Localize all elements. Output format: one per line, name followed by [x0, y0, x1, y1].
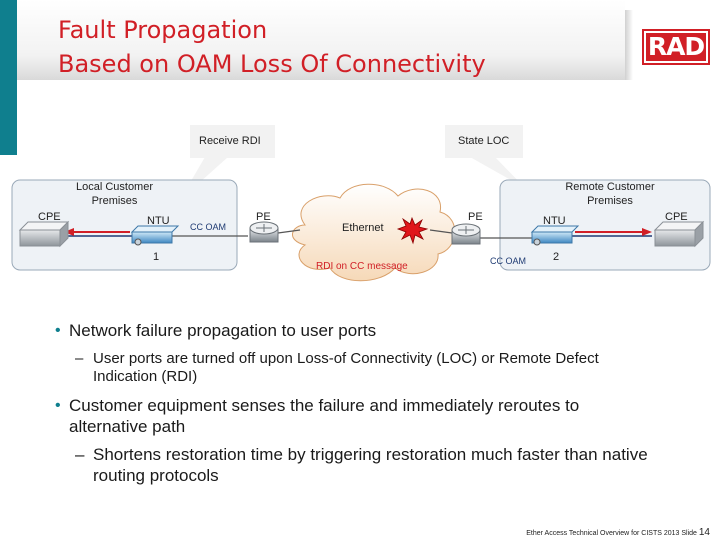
cpe-right-device	[655, 222, 703, 246]
ntu-left-device	[132, 226, 178, 245]
slide-footer	[526, 527, 710, 538]
cc-oam-left-label: CC OAM	[190, 222, 226, 232]
ntu-right-device	[532, 226, 578, 245]
bullet-1	[55, 320, 655, 341]
bullet-dash: –	[75, 445, 85, 464]
bullet-2-sub	[75, 444, 655, 486]
bullet-dash: –	[75, 350, 84, 367]
slide-number: 14	[698, 527, 710, 538]
pe-right-label: PE	[468, 211, 483, 223]
slide-subtitle: Based on OAM Loss Of Connectivity	[58, 50, 486, 78]
footer-text: Ether Access Technical Overview for CISTS 2013 Slide	[526, 530, 697, 537]
receive-rdi-label: Receive RDI	[199, 135, 261, 147]
bullet-2-text: Customer equipment senses the failure and immediately reroutes to alternative path	[69, 396, 580, 436]
bullet-dot: •	[55, 322, 61, 339]
state-loc-label: State LOC	[458, 135, 510, 147]
pe-left-label: PE	[256, 211, 271, 223]
cpe-right-label: CPE	[665, 211, 688, 223]
cc-oam-right-label: CC OAM	[490, 256, 526, 266]
cpe-left-device	[20, 222, 68, 246]
ntu-right-label: NTU	[543, 215, 566, 227]
remote-premises-label: Remote Customer Premises	[565, 181, 655, 207]
pe-left-router	[250, 222, 278, 242]
ntu-left-number: 1	[153, 251, 160, 263]
bullet-1-sub	[75, 350, 655, 386]
ntu-right-number: 2	[553, 251, 560, 263]
local-premises-label: Local Customer Premises	[75, 181, 154, 207]
rad-logo: RAD	[642, 29, 710, 65]
ethernet-cloud-label: Ethernet	[342, 222, 384, 234]
rdi-message-label: RDI on CC message	[316, 261, 408, 272]
cpe-left-label: CPE	[38, 211, 61, 223]
bullet-1-sub-text: User ports are turned off upon Loss-of Connectivity (LOC) or Remote Defect Indication (RDI)	[93, 350, 599, 385]
bullet-2-sub-text: Shortens restoration time by triggering restoration much faster than native routing protocols	[93, 445, 648, 485]
bullet-2	[55, 395, 635, 437]
bullet-1-text: Network failure propagation to user ports	[69, 321, 377, 340]
ntu-left-label: NTU	[147, 215, 170, 227]
pe-right-router	[452, 224, 480, 244]
bullet-dot: •	[55, 397, 61, 414]
slide-title: Fault Propagation	[58, 16, 268, 44]
